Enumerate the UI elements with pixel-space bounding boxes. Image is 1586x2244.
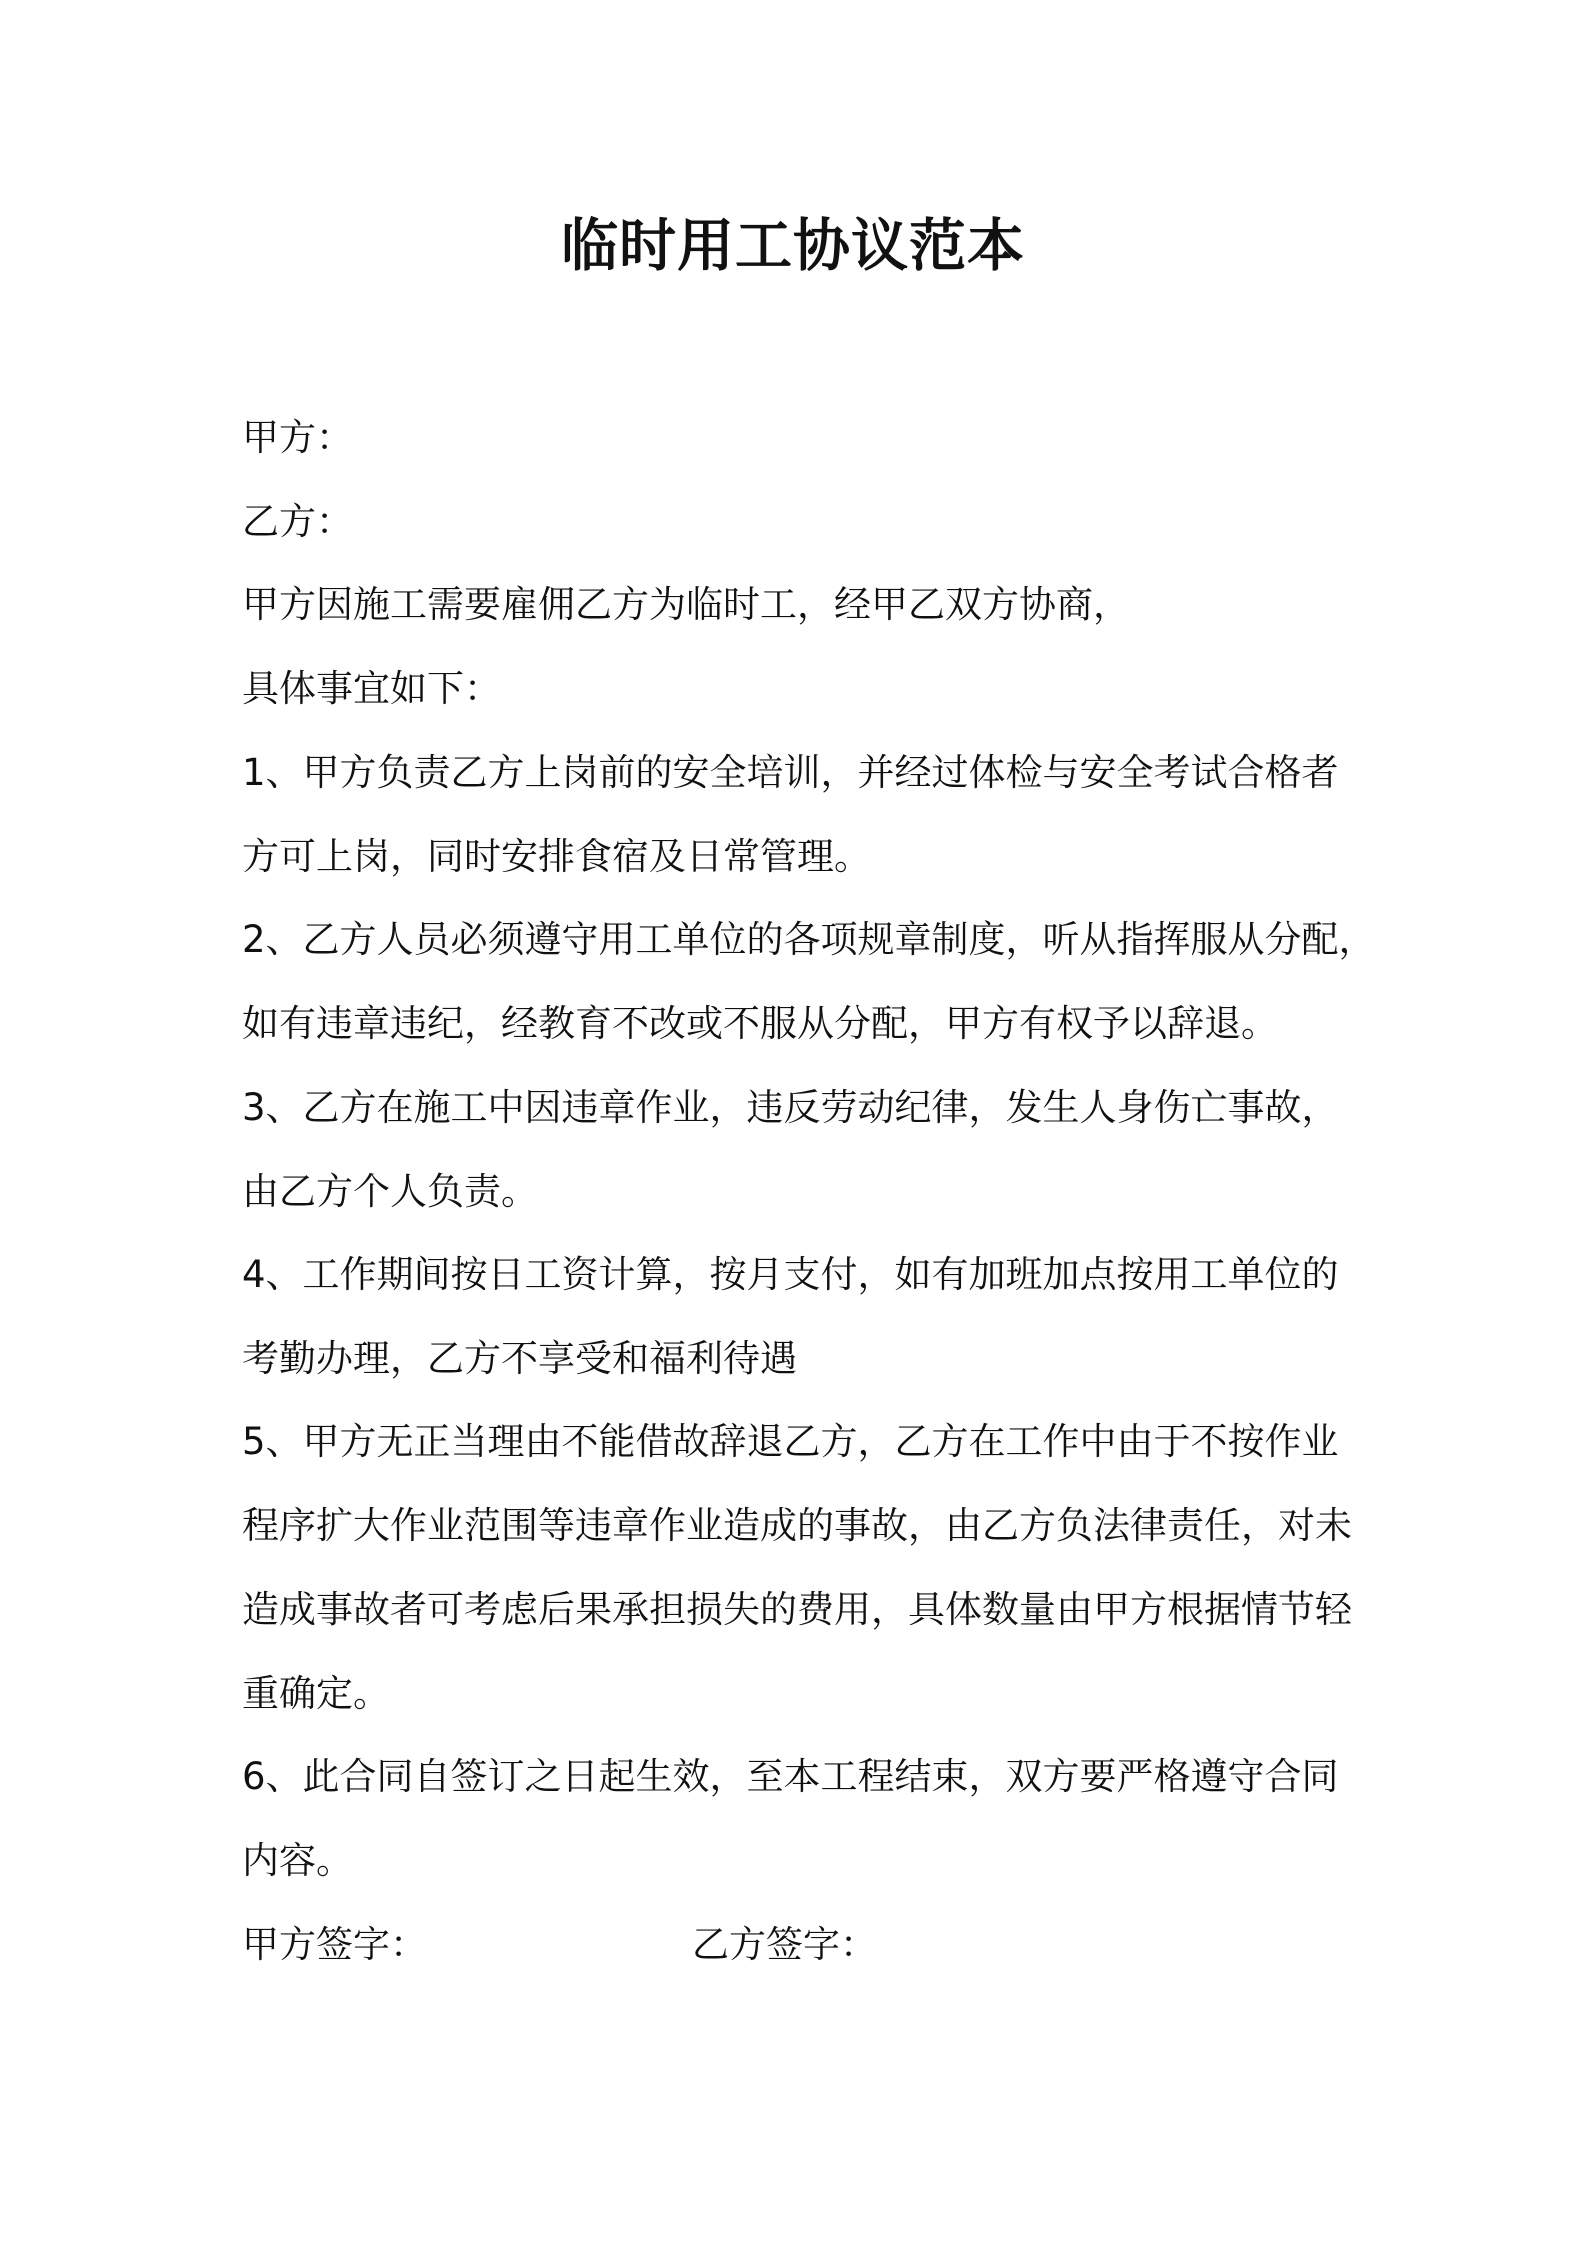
document-title: 临时用工协议范本 bbox=[561, 213, 1025, 279]
clause-6-line-2: 内容。 bbox=[242, 1839, 353, 1882]
party-b-signature-label: 乙方签字： bbox=[692, 1923, 877, 1966]
clause-4-line-2: 考勤办理，乙方不享受和福利待遇 bbox=[242, 1337, 797, 1380]
intro-line-1: 甲方因施工需要雇佣乙方为临时工，经甲乙双方协商， bbox=[242, 583, 1130, 626]
clause-3-line-1: 3、乙方在施工中因违章作业，违反劳动纪律，发生人身伤亡事故， bbox=[242, 1086, 1339, 1129]
party-b-label: 乙方： bbox=[242, 500, 353, 543]
clause-5-line-4: 重确定。 bbox=[242, 1672, 390, 1715]
clause-5-line-3: 造成事故者可考虑后果承担损失的费用，具体数量由甲方根据情节轻 bbox=[242, 1588, 1352, 1631]
party-a-label: 甲方： bbox=[242, 416, 353, 459]
clause-6-line-1: 6、此合同自签订之日起生效，至本工程结束，双方要严格遵守合同 bbox=[242, 1755, 1339, 1798]
intro-line-2: 具体事宜如下： bbox=[242, 667, 501, 710]
party-a-signature-label: 甲方签字： bbox=[242, 1923, 427, 1966]
clause-2-line-1: 2、乙方人员必须遵守用工单位的各项规章制度，听从指挥服从分配， bbox=[242, 918, 1376, 961]
clause-4-line-1: 4、工作期间按日工资计算，按月支付，如有加班加点按用工单位的 bbox=[242, 1253, 1339, 1296]
clause-3-line-2: 由乙方个人负责。 bbox=[242, 1170, 538, 1213]
clause-5-line-1: 5、甲方无正当理由不能借故辞退乙方，乙方在工作中由于不按作业 bbox=[242, 1420, 1339, 1463]
clause-1-line-2: 方可上岗，同时安排食宿及日常管理。 bbox=[242, 835, 871, 878]
clause-2-line-2: 如有违章违纪，经教育不改或不服从分配，甲方有权予以辞退。 bbox=[242, 1002, 1278, 1045]
clause-1-line-1: 1、甲方负责乙方上岗前的安全培训，并经过体检与安全考试合格者 bbox=[242, 751, 1339, 794]
clause-5-line-2: 程序扩大作业范围等违章作业造成的事故，由乙方负法律责任，对未 bbox=[242, 1504, 1352, 1547]
